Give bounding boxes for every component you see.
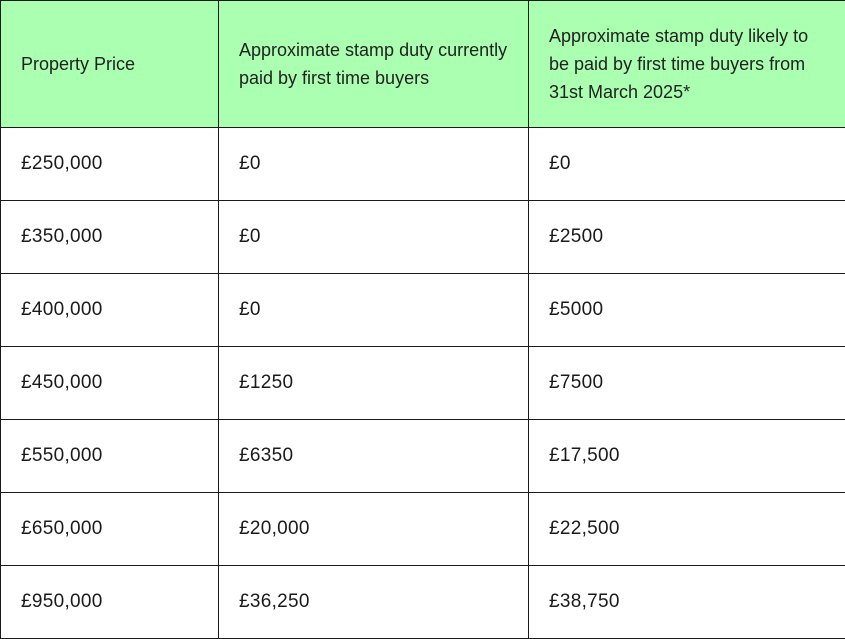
cell-current-duty: £0 bbox=[219, 128, 529, 201]
cell-property-price: £400,000 bbox=[1, 274, 219, 347]
cell-current-duty: £6350 bbox=[219, 420, 529, 493]
cell-current-duty: £1250 bbox=[219, 347, 529, 420]
header-current-duty: Approximate stamp duty currently paid by first time buyers bbox=[219, 1, 529, 128]
cell-future-duty: £17,500 bbox=[529, 420, 845, 493]
cell-property-price: £450,000 bbox=[1, 347, 219, 420]
header-row bbox=[1, 1, 845, 128]
table-body bbox=[1, 128, 845, 639]
table-header bbox=[1, 1, 845, 128]
table-row bbox=[1, 201, 845, 274]
table-row bbox=[1, 128, 845, 201]
cell-current-duty: £0 bbox=[219, 201, 529, 274]
header-property-price: Property Price bbox=[1, 1, 219, 128]
cell-property-price: £550,000 bbox=[1, 420, 219, 493]
cell-future-duty: £38,750 bbox=[529, 566, 845, 639]
cell-future-duty: £5000 bbox=[529, 274, 845, 347]
header-future-duty: Approximate stamp duty likely to be paid by first time buyers from 31st March 2025* bbox=[529, 1, 845, 128]
cell-property-price: £250,000 bbox=[1, 128, 219, 201]
table-row bbox=[1, 274, 845, 347]
table-row bbox=[1, 493, 845, 566]
table-row bbox=[1, 420, 845, 493]
cell-future-duty: £7500 bbox=[529, 347, 845, 420]
cell-property-price: £650,000 bbox=[1, 493, 219, 566]
cell-property-price: £350,000 bbox=[1, 201, 219, 274]
cell-current-duty: £0 bbox=[219, 274, 529, 347]
cell-future-duty: £22,500 bbox=[529, 493, 845, 566]
cell-current-duty: £20,000 bbox=[219, 493, 529, 566]
cell-current-duty: £36,250 bbox=[219, 566, 529, 639]
cell-property-price: £950,000 bbox=[1, 566, 219, 639]
table-row bbox=[1, 347, 845, 420]
cell-future-duty: £2500 bbox=[529, 201, 845, 274]
cell-future-duty: £0 bbox=[529, 128, 845, 201]
table-row bbox=[1, 566, 845, 639]
